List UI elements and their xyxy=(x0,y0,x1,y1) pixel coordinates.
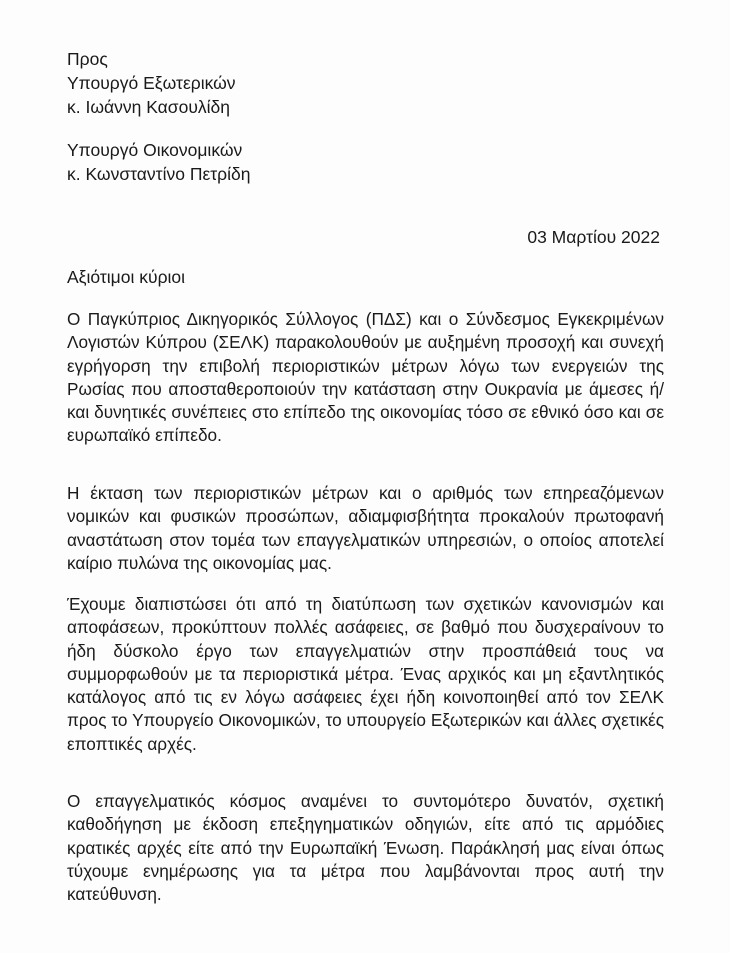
recipient-block-finance-minister xyxy=(67,138,251,186)
body-paragraph: Ο επαγγελματικός κόσμος αναμένει το συντομότερο δυνατόν, σχετική καθοδήγηση με έκδοση επεξηγηματικών οδηγιών, είτε από τις αρμόδιες κρατικές αρχές είτε από την Ευρωπαϊκή Ένωση. Παράκλησή μας είναι όπως τύχουμε ενημέρωσης για τα μέτρα που λαμβάνονται προς αυτή την κατεύθυνση. xyxy=(67,791,664,905)
body-paragraph: Ο Παγκύπριος Δικηγορικός Σύλλογος (ΠΔΣ) και ο Σύνδεσμος Εγκεκριμένων Λογιστών Κύπρου (ΣΕΛΚ) παρακολουθούν με αυξημένη προσοχή και συνεχή εγρήγορση την επιβολή περιοριστικών μέτρων λόγω των ενεργειών της Ρωσίας που αποσταθεροποιούν την κατάσταση στην Ουκρανία με άμεσες ή/και δυνητικές συνέπειες στο επίπεδο της οικονομίας τόσο σε εθνικό όσο και σε ευρωπαϊκό επίπεδο. xyxy=(67,309,664,446)
recipient-line: Υπουργό Οικονομικών xyxy=(67,140,243,160)
recipient-line: Προς xyxy=(67,49,108,69)
recipient-line: Υπουργό Εξωτερικών xyxy=(67,73,236,93)
letter-date: 03 Μαρτίου 2022 xyxy=(527,227,660,247)
body-paragraph: Η έκταση των περιοριστικών μέτρων και ο αριθμός των επηρεαζόμενων νομικών και φυσικών προσώπων, αδιαμφισβήτητα προκαλούν πρωτοφανή αναστάτωση στον τομέα των επαγγελματικών υπηρεσιών, ο οποίος αποτελεί καίριο πυλώνα της οικονομίας μας. xyxy=(67,483,664,573)
recipient-block-foreign-minister xyxy=(67,47,236,119)
recipient-line: κ. Κωνσταντίνο Πετρίδη xyxy=(67,164,251,184)
recipient-line: κ. Ιωάννη Κασουλίδη xyxy=(67,97,231,117)
salutation: Αξιότιμοι κύριοι xyxy=(67,267,186,287)
body-paragraph: Έχουμε διαπιστώσει ότι από τη διατύπωση των σχετικών κανονισμών και αποφάσεων, προκύπτουν πολλές ασάφειες, σε βαθμό που δυσχεραίνουν το ήδη δύσκολο έργο των επαγγελματιών στην προσπάθειά τους να συμμορφωθούν με τα περιοριστικά μέτρα. Ένας αρχικός και μη εξαντλητικός κατάλογος από τις εν λόγω ασάφειες έχει ήδη κοινοποιηθεί από τον ΣΕΛΚ προς το Υπουργείο Οικονομικών, το υπουργείο Εξωτερικών και άλλες σχετικές εποπτικές αρχές. xyxy=(67,594,664,754)
